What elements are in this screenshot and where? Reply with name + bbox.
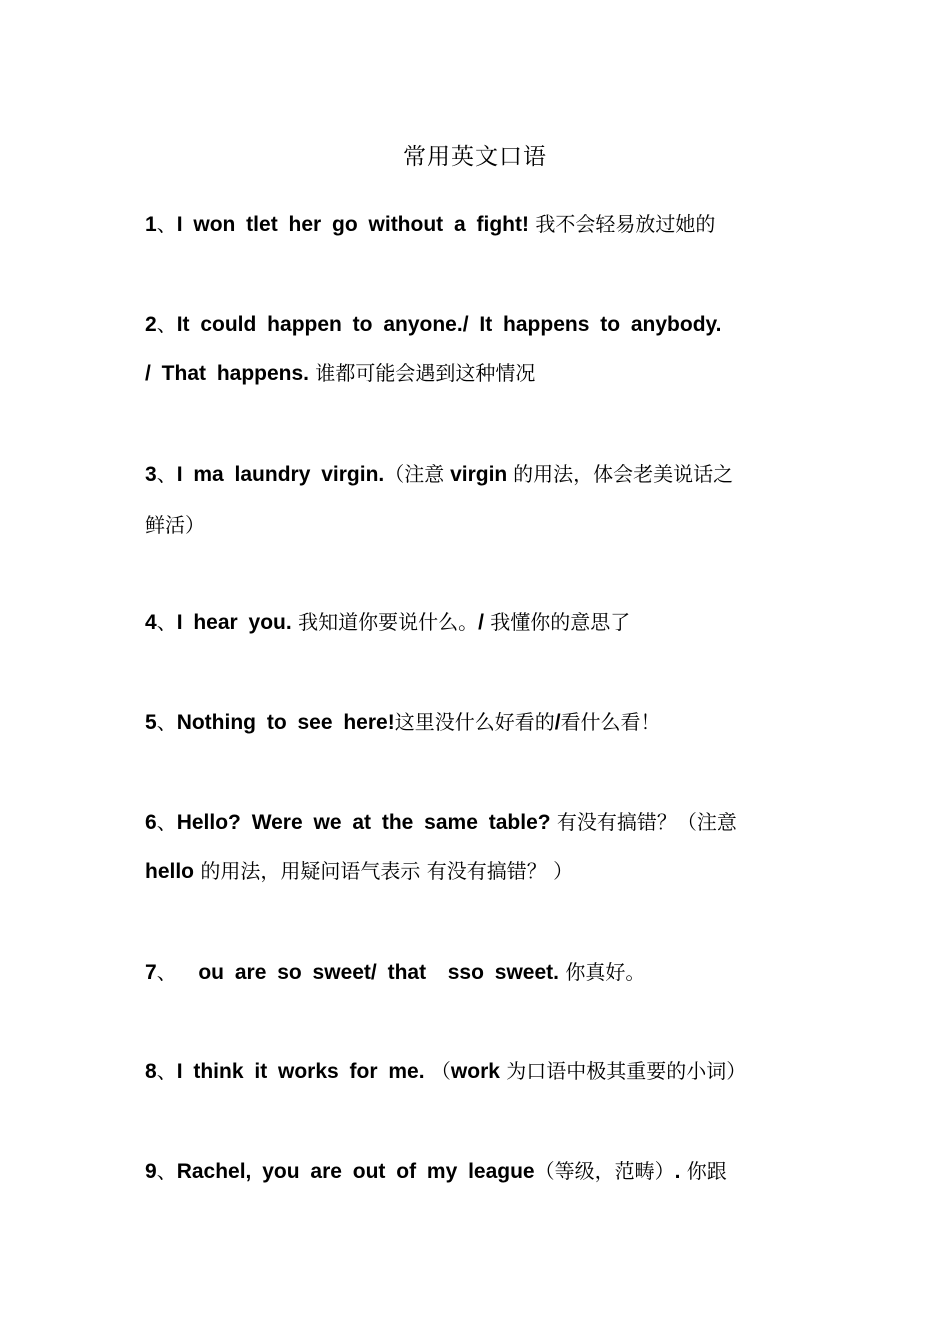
chinese-translation: 这里没什么好看的 [394,710,555,734]
list-item [145,607,810,638]
item-separator: 、 [156,312,177,336]
english-phrase: I ma laundry virgin. [176,463,385,486]
page-title: 常用英文口语 [403,144,547,170]
slash: / [554,711,561,734]
list-item [145,1056,810,1087]
chinese-note: 的用法，体会老美说话之 [513,462,734,486]
list-item-continuation [145,856,810,887]
english-keyword: work [450,1060,500,1083]
chinese-note: （ [424,1059,451,1083]
list-item [145,1156,810,1187]
chinese-translation: 我懂你的意思了 [483,610,631,634]
chinese-note: （注意 [384,462,445,486]
item-separator: 、 [156,960,177,984]
english-phrase: Nothing to see here! [176,711,395,734]
list-item [145,957,810,988]
item-separator: 、 [156,610,177,634]
chinese-note: 鲜活） [145,513,205,537]
list-item-continuation [145,358,810,389]
list-item [145,807,810,838]
item-separator: 、 [156,810,177,834]
list-item [145,707,810,738]
list-item [145,209,810,240]
item-number: 9 [145,1160,157,1183]
slash: / [478,611,484,634]
list-item [145,459,810,490]
item-number: 3 [145,463,157,486]
item-number: 4 [145,611,157,634]
english-phrase: Hello? Were we at the same table? [176,811,551,834]
english-keyword: virgin [444,463,514,486]
item-separator: 、 [156,212,177,236]
chinese-translation: 看什么看！ [560,710,661,734]
item-separator: 、 [156,462,177,486]
english-punctuation: . [674,1160,681,1183]
chinese-translation: 你真好。 [558,960,646,984]
english-phrase: / That happens. [145,362,310,385]
item-separator: 、 [156,1059,177,1083]
chinese-translation: 谁都可能会遇到这种情况 [309,361,536,385]
item-separator: 、 [156,1159,177,1183]
item-number: 6 [145,811,157,834]
list-item-continuation [145,510,810,540]
item-number: 2 [145,313,157,336]
chinese-note: 为口语中极其重要的小词） [499,1059,747,1083]
item-number: 1 [145,213,157,236]
chinese-translation: 我知道你要说什么。 [291,610,479,634]
chinese-translation: 有没有搞错？（注意 [550,810,737,834]
english-phrase: I think it works for me. [176,1060,425,1083]
list-item [145,309,810,340]
chinese-note: （等级，范畴） [534,1159,675,1183]
item-number: 5 [145,711,157,734]
chinese-translation: 我不会轻易放过她的 [528,212,716,236]
english-phrase: I hear you. [176,611,292,634]
item-separator: 、 [156,710,177,734]
english-phrase: I won tlet her go without a fight! [176,213,529,236]
english-phrase: It could happen to anyone./ It happens to anybody. [176,313,722,336]
english-phrase: ou are so sweet/ that sso sweet. [176,961,559,984]
item-number: 7 [145,961,157,984]
english-phrase: Rachel, you are out of my league [176,1160,535,1183]
chinese-note: 的用法，用疑问语气表示 有没有搞错？ ） [194,859,574,883]
item-number: 8 [145,1060,157,1083]
english-keyword: hello [145,860,195,883]
chinese-translation: 你跟 [680,1159,727,1183]
